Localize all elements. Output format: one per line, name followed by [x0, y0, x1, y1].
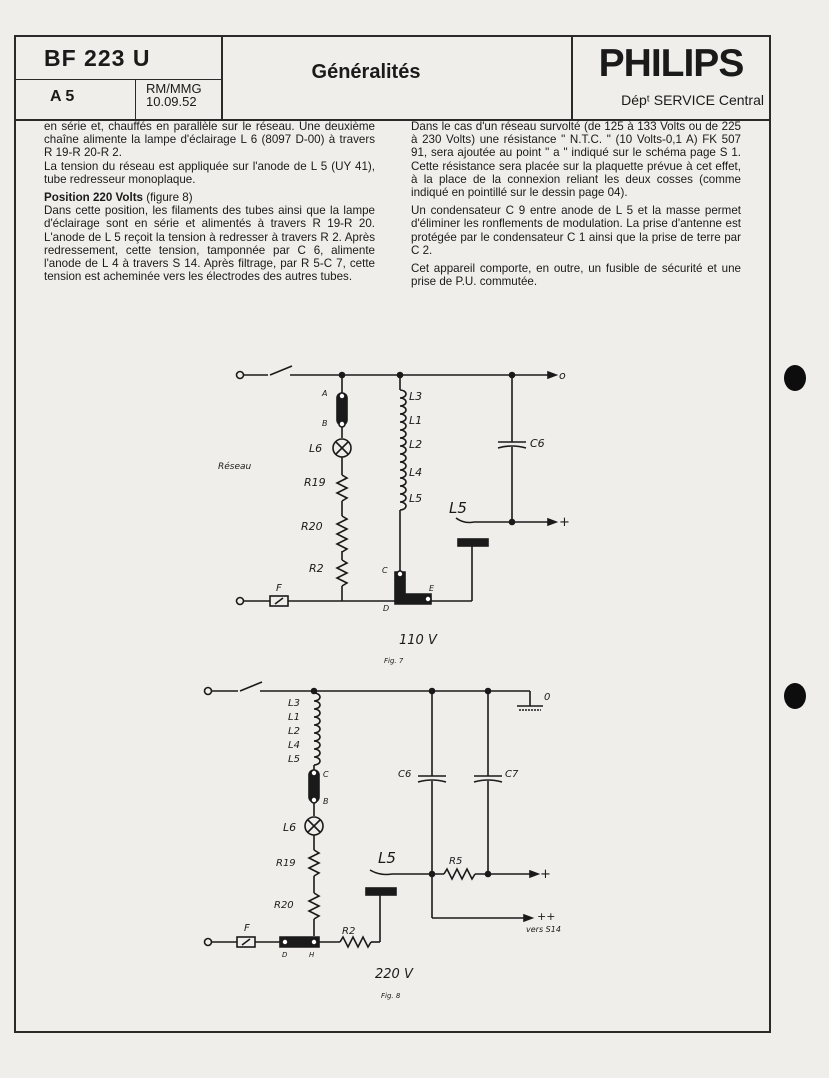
paragraph: Un condensateur C 9 entre anode de L 5 et la masse permet d'éliminer les ronflements de modulation. La prise d'antenne est protégée par le condensateur C 1 ainsi que la prise de terre par C 2. — [411, 204, 741, 257]
node-label: D — [282, 951, 288, 959]
node-label: B — [322, 419, 328, 428]
terminal — [205, 688, 212, 695]
figure-8-labels — [244, 692, 561, 1000]
output-label: + — [559, 515, 570, 530]
paragraph: La tension du réseau est appliquée sur l'anode de L 5 (UY 41), tube redresseur monoplaque. — [44, 159, 375, 186]
tube-label: L5 — [449, 499, 467, 517]
output-label: vers S14 — [526, 925, 561, 934]
resistor-r2 — [337, 560, 347, 586]
component-label: L3 — [409, 390, 423, 403]
ref-code: RM/MMG — [146, 81, 202, 96]
terminal — [237, 598, 244, 605]
ref-date: 10.09.52 — [146, 94, 197, 109]
terminal — [205, 939, 212, 946]
component-label: F — [276, 583, 282, 594]
component-label: R20 — [301, 520, 323, 533]
component-label: F — [244, 923, 250, 934]
tube-anode — [366, 888, 396, 895]
tube-anode — [458, 539, 488, 546]
paragraph: Dans le cas d'un réseau survolté (de 125 à 133 Volts ou de 225 à 230 Volts) une résistance " N.T.C. " (10 Volts-0,1 A) FK 507 91, sera ajoutée au point " a " indiqué sur le schéma page S 1. Cette résistance sera placée sur la plaquette prévue à cet effet, à la place de la connexion reliant les deux cosses (comme indiqué en pointillé sur le dessin page 04). — [411, 120, 741, 200]
output-label: o — [559, 369, 566, 382]
component-label: R20 — [274, 900, 294, 911]
resistor-r19 — [309, 850, 319, 876]
paragraph: Cet appareil comporte, en outre, un fusible de sécurité et une prise de P.U. commutée. — [411, 262, 741, 289]
component-label: C6 — [398, 769, 412, 780]
figure-caption: Fig. 8 — [381, 992, 401, 1000]
section-code: A 5 — [50, 88, 75, 105]
component-label: R19 — [276, 858, 296, 869]
figure-voltage: 110 V — [399, 633, 437, 648]
resistor-r20 — [337, 516, 347, 552]
figure-7-schematic — [237, 366, 557, 606]
mains-switch — [270, 366, 292, 375]
component-label: R2 — [342, 926, 356, 937]
component-label: L1 — [288, 712, 300, 723]
brand-logo: PHILIPS — [598, 42, 744, 85]
terminal — [237, 372, 244, 379]
mains-label: Réseau — [218, 462, 252, 472]
section-heading: Position 220 Volts — [44, 191, 143, 205]
node-label: C — [382, 566, 388, 575]
resistor-r2 — [340, 937, 371, 947]
component-label: C7 — [505, 769, 519, 780]
component-label: R19 — [304, 476, 326, 489]
node-label: E — [429, 584, 435, 593]
component-label: L6 — [309, 442, 323, 455]
resistor-r19 — [337, 475, 347, 501]
node-label: D — [383, 604, 390, 613]
output-label: 0 — [544, 692, 551, 703]
node-label: C — [323, 770, 329, 779]
section-heading-ref: (figure 8) — [143, 191, 193, 205]
component-label: L2 — [409, 438, 423, 451]
node-label: B — [323, 797, 329, 806]
resistor-r20 — [309, 893, 319, 919]
figure-7-labels — [218, 369, 570, 665]
component-label: L2 — [288, 726, 300, 737]
paragraph: en série et, chauffés en parallèle sur le réseau. Une deuxième chaîne alimente la lampe d'éclairage L 6 (8097 D-00) à travers R 19-R 20-R 2. — [44, 120, 375, 160]
component-label: L6 — [283, 821, 297, 834]
figure-voltage: 220 V — [375, 967, 413, 982]
component-label: R5 — [449, 856, 463, 867]
tube-label: L5 — [378, 849, 396, 867]
component-label: R2 — [309, 562, 324, 575]
component-label: L5 — [409, 492, 423, 505]
component-label: C6 — [530, 437, 545, 450]
figure-caption: Fig. 7 — [384, 657, 404, 665]
resistor-r5 — [444, 869, 475, 879]
component-label: L5 — [288, 754, 300, 765]
coil-chain — [400, 390, 406, 510]
paragraph-text: Dans cette position, les filaments des tubes ainsi que la lampe d'éclairage sont en série et alimentés à travers R 19-R 20. L'anode de L 5 reçoit la tension à redresser à travers R 2. Après redressement, cette tension, tamponnée par C 6, alimente l'anode de L 4 à travers S 14. Après filtrage, par R 5-C 7, cette tension est acheminée vers les électrodes des autres tubes. — [44, 204, 375, 284]
coil-chain — [314, 693, 320, 765]
node-label: H — [309, 951, 315, 959]
page-title: Généralités — [311, 61, 421, 83]
output-label: + — [540, 867, 551, 882]
output-label: ++ — [537, 910, 556, 923]
model-number: BF 223 U — [44, 45, 151, 71]
component-label: L4 — [288, 740, 300, 751]
department: Dépᵗ SERVICE Central — [621, 92, 764, 108]
component-label: L3 — [288, 698, 300, 709]
component-label: L4 — [409, 466, 423, 479]
component-label: L1 — [409, 414, 423, 427]
mains-switch — [240, 682, 262, 691]
figure-8-schematic — [205, 682, 544, 947]
node-label: A — [322, 389, 328, 398]
